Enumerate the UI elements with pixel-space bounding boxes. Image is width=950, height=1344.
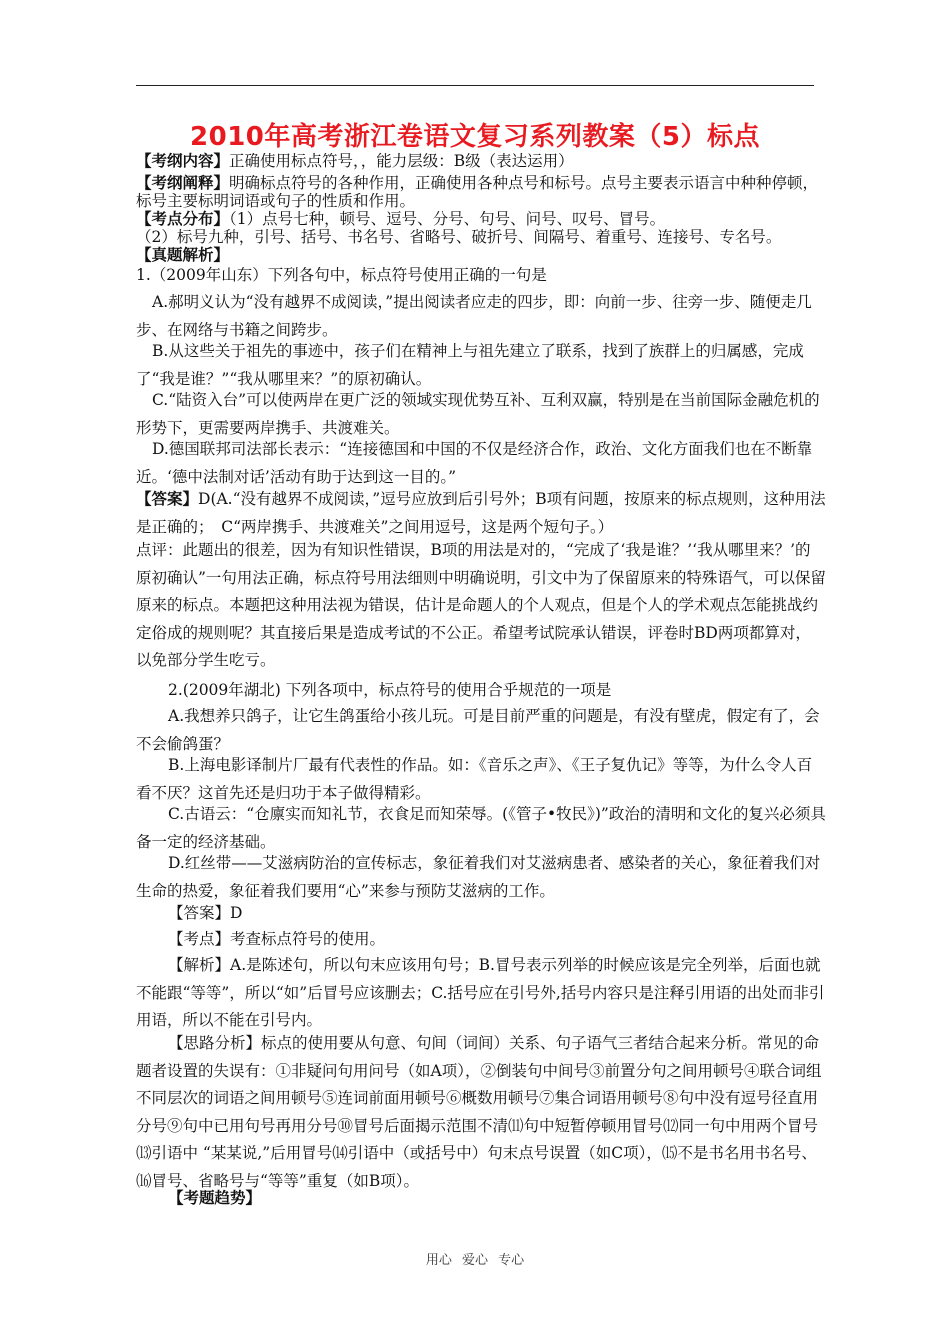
q1-answer-text: D(A.“没有越界不成阅读，”逗号应放到后引号外；B项有问题，按原来的标点规则，这种用法是正确的； C“两岸携手、共渡难关”之间用逗号，这是两个短句子。）	[136, 490, 826, 536]
q2-option-d: D.红丝带——艾滋病防治的宣传标志，象征着我们对艾滋病患者、感染者的关心，象征着我们对生命的热爱，象征着我们要用“心”来参与预防艾滋病的工作。	[136, 854, 821, 900]
q2-answer: 【答案】D	[168, 904, 243, 922]
syllabus-label: 【考纲内容】	[136, 152, 230, 170]
q2-point	[136, 926, 826, 954]
explain-paragraph	[136, 174, 826, 210]
q2-point-text: 考查标点符号的使用。	[230, 930, 386, 948]
q2-option-a: A.我想养只鸽子，让它生鸽蛋给小孩儿玩。可是目前严重的问题是，有没有壁虎，假定有了，会不会偷鸽蛋？	[136, 707, 820, 753]
syllabus-paragraph	[136, 152, 826, 170]
q2-stem: 2.(2009年湖北) 下列各项中，标点符号的使用合乎规范的一项是	[168, 681, 612, 699]
q2-option-c: C.古语云：“仓廪实而知礼节，衣食足而知荣辱。(《管子•牧民》)”政治的清明和文化的复兴必须具备一定的经济基础。	[136, 805, 826, 851]
distribution-text-2: （2）标号九种，引号、括号、书名号、省略号、破折号、间隔号、着重号、连接号、专名号。	[136, 228, 782, 246]
trend-heading: 【考题趋势】	[168, 1189, 262, 1207]
q1-stem: 1.（2009年山东）下列各句中，标点符号使用正确的一句是	[136, 266, 547, 284]
q2-thinking-text: 标点的使用要从句意、句间（词间）关系、句子语气三者结合起来分析。常见的命题者设置的失误有：①非疑问句用问号（如A项），②倒装句中间号③前置分句之间用顿号④联合词组不同层次的词语之间用顿号⑤连词前面用顿号⑥概数用顿号⑦集合词语用顿号⑧句中没有逗号径直用分号⑨句中已用句号再用分号⑩冒号后面揭示范围不清⑾句中短暂停顿用冒号⑿同一句中用两个冒号⒀引语中 “某某说,”后用冒号⒁引语中（或括号中）句末点号误置（如C项），⒂不是书名用书名号、⒃冒号、省略号与“等等”重复（如B项）。	[136, 1034, 822, 1190]
q1-answer	[136, 486, 826, 541]
q1-option-a: A.郝明义认为“没有越界不成阅读，”提出阅读者应走的四步，即：向前一步、往旁一步、随便走几步、在网络与书籍之间跨步。	[136, 293, 812, 339]
analysis-heading: 【真题解析】	[136, 246, 230, 264]
distribution-label: 【考点分布】	[136, 210, 230, 228]
q1-comment: 点评：此题出的很差，因为有知识性错误，B项的用法是对的，“完成了‘我是谁？’‘我从哪里来？’的原初确认”一句用法正确，标点符号用法细则中明确说明，引文中为了保留原来的特殊语气，可以保留原来的标点。本题把这种用法视为错误，估计是命题人的个人观点，但是个人的学术观点怎能挑战约定俗成的规则呢？其直接后果是造成考试的不公正。希望考试院承认错误，评卷时BD两项都算对，以免部分学生吃亏。	[136, 541, 826, 669]
q2-point-label: 【考点】	[168, 930, 231, 948]
explain-text: 明确标点符号的各种作用，正确使用各种点号和标号。点号主要表示语言中种种停顿，标号主要标明词语或句子的性质和作用。	[136, 174, 819, 210]
q2-thinking-label: 【思路分析】	[168, 1034, 262, 1052]
header-rule	[136, 85, 814, 86]
q2-analysis-text: A.是陈述句，所以句末应该用句号；B.冒号表示列举的时候应该是完全列举，后面也就不能跟“等等”，所以“如”后冒号应该删去；C.括号应在引号外,括号内容只是注释引用语的出处而非引用语，所以不能在引号内。	[136, 956, 825, 1029]
explain-label: 【考纲阐释】	[136, 174, 230, 192]
q2-option-b: B.上海电影译制片厂最有代表性的作品。如：《音乐之声》、《王子复仇记》等等，为什么令人百看不厌？这首先还是归功于本子做得精彩。	[136, 756, 813, 802]
q2-analysis	[136, 952, 826, 1035]
q1-option-b: B.从这些关于祖先的事迹中，孩子们在精神上与祖先建立了联系，找到了族群上的归属感，完成了“我是谁？”“我从哪里来？”的原初确认。	[136, 342, 804, 388]
q2-thinking	[136, 1030, 826, 1195]
distribution-paragraph	[136, 210, 826, 228]
page-title: 2010年高考浙江卷语文复习系列教案（5）标点	[190, 122, 760, 152]
q2-analysis-label: 【解析】	[168, 956, 231, 974]
syllabus-text: 正确使用标点符号，，能力层级：B级（表达运用）	[229, 152, 574, 170]
page-footer: 用心 爱心 专心	[425, 1253, 525, 1268]
q1-answer-label: 【答案】	[136, 490, 199, 508]
q1-option-d: D.德国联邦司法部长表示：“连接德国和中国的不仅是经济合作，政治、文化方面我们也在不断靠近。‘德中法制对话’活动有助于达到这一目的。”	[136, 440, 813, 486]
q1-option-c: C.“陆资入台”可以使两岸在更广泛的领域实现优势互补、互利双赢，特别是在当前国际金融危机的形势下，更需要两岸携手、共渡难关。	[136, 391, 820, 437]
distribution-text-1: （1）点号七种，顿号、逗号、分号、句号、问号、叹号、冒号。	[229, 210, 666, 228]
